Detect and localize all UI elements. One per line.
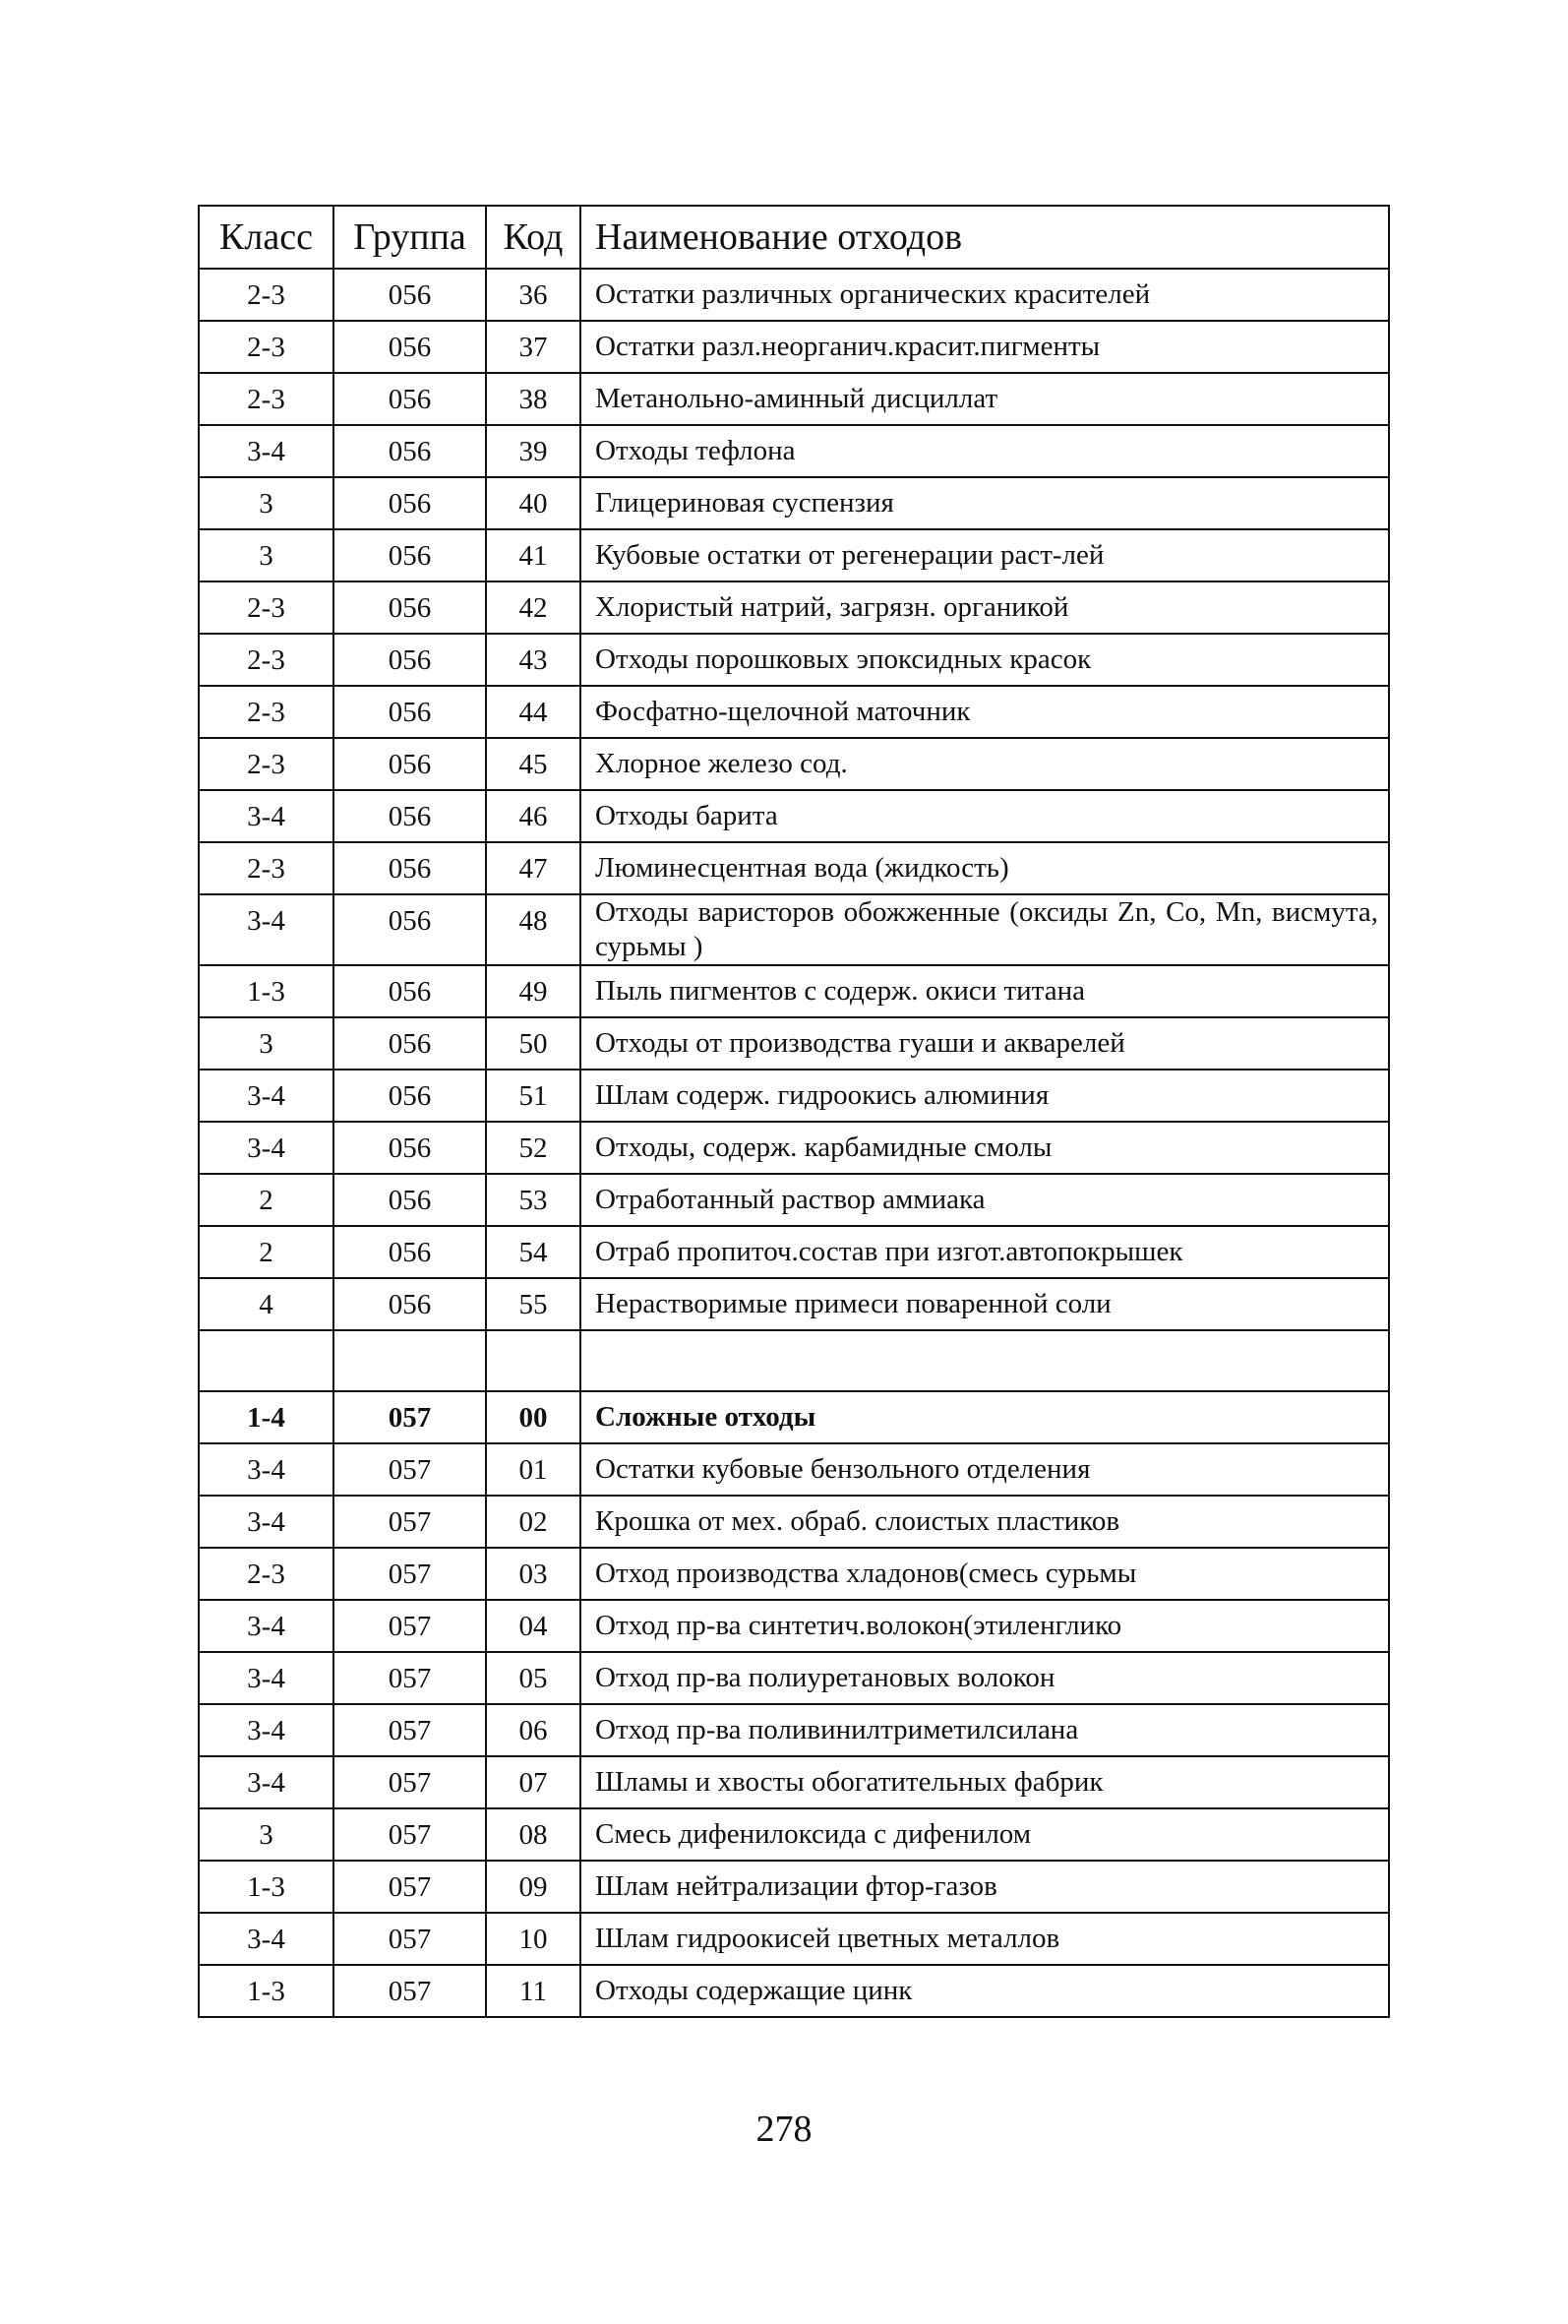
cell-code: 54 [486, 1226, 580, 1278]
header-row [199, 206, 1389, 269]
table-row [199, 790, 1389, 842]
table-row [199, 373, 1389, 425]
cell-code: 40 [486, 477, 580, 529]
cell-group: 056 [333, 1070, 486, 1122]
cell-class: 2 [199, 1174, 333, 1226]
cell-class: 1-3 [199, 1965, 333, 2017]
cell-group: 056 [333, 425, 486, 477]
cell-class: 3-4 [199, 1704, 333, 1756]
cell-name: Остатки различных органических красителей [580, 269, 1389, 321]
cell-code: 08 [486, 1808, 580, 1861]
cell-name: Люминесцентная вода (жидкость) [580, 842, 1389, 894]
cell-name: Отход пр-ва поливинилтриметилсилана [580, 1704, 1389, 1756]
empty-row [199, 1330, 1389, 1391]
cell-name: Пыль пигментов с содерж. окиси титана [580, 965, 1389, 1017]
cell-class: 3-4 [199, 1600, 333, 1652]
cell-group: 056 [333, 529, 486, 581]
cell-group: 057 [333, 1913, 486, 1965]
cell-group: 056 [333, 965, 486, 1017]
cell-name: Отходы, содерж. карбамидные смолы [580, 1122, 1389, 1174]
table-row [199, 1443, 1389, 1496]
cell-name: Отходы варисторов обожженные (оксиды Zn, Co, Mn, висмута, сурьмы ) [580, 894, 1389, 965]
cell-class: 3 [199, 1808, 333, 1861]
waste-table [198, 205, 1390, 2018]
cell-group: 056 [333, 790, 486, 842]
cell-class: 3 [199, 529, 333, 581]
cell-class: 3-4 [199, 1496, 333, 1548]
cell-class: 3-4 [199, 1652, 333, 1704]
cell-class: 3-4 [199, 1443, 333, 1496]
cell-group: 057 [333, 1704, 486, 1756]
cell-code: 55 [486, 1278, 580, 1330]
cell-group: 057 [333, 1443, 486, 1496]
cell-name: Отход пр-ва синтетич.волокон(этиленглико [580, 1600, 1389, 1652]
cell-name: Отраб пропиточ.состав при изгот.автопокрышек [580, 1226, 1389, 1278]
header-name: Наименование отходов [580, 206, 1389, 269]
cell-name: Остатки разл.неорганич.красит.пигменты [580, 321, 1389, 373]
cell-name: Кубовые остатки от регенерации раст-лей [580, 529, 1389, 581]
cell-name: Крошка от мех. обраб. слоистых пластиков [580, 1496, 1389, 1548]
cell-code: 47 [486, 842, 580, 894]
cell-group: 057 [333, 1496, 486, 1548]
cell-name: Хлористый натрий, загрязн. органикой [580, 581, 1389, 634]
table-row [199, 529, 1389, 581]
table-row [199, 1808, 1389, 1861]
cell-code: 02 [486, 1496, 580, 1548]
cell-name: Остатки кубовые бензольного отделения [580, 1443, 1389, 1496]
table-row [199, 1070, 1389, 1122]
cell-code: 41 [486, 529, 580, 581]
header-code: Код [486, 206, 580, 269]
cell-class: 1-3 [199, 1861, 333, 1913]
cell-group: 056 [333, 686, 486, 738]
cell-class: 2-3 [199, 373, 333, 425]
cell-group: 056 [333, 1226, 486, 1278]
cell-code: 46 [486, 790, 580, 842]
header-group: Группа [333, 206, 486, 269]
cell-name: Шлам гидроокисей цветных металлов [580, 1913, 1389, 1965]
cell-code: 04 [486, 1600, 580, 1652]
cell-code: 39 [486, 425, 580, 477]
cell-code: 11 [486, 1965, 580, 2017]
table-row [199, 1122, 1389, 1174]
cell-code: 37 [486, 321, 580, 373]
cell-class: 2-3 [199, 581, 333, 634]
page-number: 278 [755, 2109, 813, 2150]
cell-class: 2-3 [199, 738, 333, 790]
cell-class: 3-4 [199, 1756, 333, 1808]
cell-class: 3-4 [199, 1122, 333, 1174]
cell-code [486, 1330, 580, 1391]
cell-class: 3-4 [199, 1070, 333, 1122]
cell-name: Фосфатно-щелочной маточник [580, 686, 1389, 738]
cell-code: 36 [486, 269, 580, 321]
table-row [199, 269, 1389, 321]
cell-class: 1-3 [199, 965, 333, 1017]
cell-name [580, 1330, 1389, 1391]
header-class: Класс [199, 206, 333, 269]
cell-group: 056 [333, 1174, 486, 1226]
table-body [199, 269, 1389, 2017]
table-row [199, 1017, 1389, 1070]
cell-name: Отход производства хладонов(смесь сурьмы [580, 1548, 1389, 1600]
cell-group: 057 [333, 1861, 486, 1913]
cell-code: 44 [486, 686, 580, 738]
table-row [199, 1548, 1389, 1600]
cell-code: 38 [486, 373, 580, 425]
table-header [199, 206, 1389, 269]
cell-name: Отработанный раствор аммиака [580, 1174, 1389, 1226]
cell-class: 3 [199, 477, 333, 529]
cell-class: 3-4 [199, 790, 333, 842]
cell-class: 2-3 [199, 686, 333, 738]
cell-group: 056 [333, 634, 486, 686]
cell-class: 2-3 [199, 842, 333, 894]
cell-name: Шлам нейтрализации фтор-газов [580, 1861, 1389, 1913]
cell-group: 057 [333, 1965, 486, 2017]
cell-name: Отходы порошковых эпоксидных красок [580, 634, 1389, 686]
cell-name: Отход пр-ва полиуретановых волокон [580, 1652, 1389, 1704]
cell-code: 09 [486, 1861, 580, 1913]
table-row [199, 477, 1389, 529]
cell-class: 1-4 [199, 1391, 333, 1443]
table-row [199, 842, 1389, 894]
cell-group: 057 [333, 1391, 486, 1443]
cell-class: 4 [199, 1278, 333, 1330]
table-row [199, 1391, 1389, 1443]
table-row [199, 1861, 1389, 1913]
table-row [199, 581, 1389, 634]
cell-name: Метанольно-аминный дисциллат [580, 373, 1389, 425]
cell-code: 49 [486, 965, 580, 1017]
cell-group: 056 [333, 321, 486, 373]
table-row [199, 1652, 1389, 1704]
table-row [199, 321, 1389, 373]
cell-class: 2-3 [199, 269, 333, 321]
cell-code: 52 [486, 1122, 580, 1174]
table-row [199, 738, 1389, 790]
table-row [199, 686, 1389, 738]
table-row [199, 894, 1389, 965]
cell-code: 01 [486, 1443, 580, 1496]
cell-name: Шламы и хвосты обогатительных фабрик [580, 1756, 1389, 1808]
cell-class: 2-3 [199, 1548, 333, 1600]
table-row [199, 1756, 1389, 1808]
cell-group: 056 [333, 894, 486, 965]
cell-group: 056 [333, 269, 486, 321]
cell-name: Смесь дифенилоксида с дифенилом [580, 1808, 1389, 1861]
cell-code: 03 [486, 1548, 580, 1600]
cell-group: 057 [333, 1548, 486, 1600]
table-row [199, 1174, 1389, 1226]
cell-class: 3-4 [199, 894, 333, 965]
table-row [199, 1496, 1389, 1548]
cell-class: 3 [199, 1017, 333, 1070]
table-row [199, 1913, 1389, 1965]
cell-code: 48 [486, 894, 580, 965]
cell-group: 056 [333, 1122, 486, 1174]
table-row [199, 965, 1389, 1017]
cell-group: 057 [333, 1756, 486, 1808]
cell-code: 06 [486, 1704, 580, 1756]
cell-group: 056 [333, 1017, 486, 1070]
table-row [199, 634, 1389, 686]
cell-code: 10 [486, 1913, 580, 1965]
cell-group: 056 [333, 738, 486, 790]
cell-code: 00 [486, 1391, 580, 1443]
table-row [199, 425, 1389, 477]
cell-code: 07 [486, 1756, 580, 1808]
cell-code: 50 [486, 1017, 580, 1070]
cell-class: 2-3 [199, 321, 333, 373]
cell-class [199, 1330, 333, 1391]
cell-code: 45 [486, 738, 580, 790]
cell-code: 42 [486, 581, 580, 634]
cell-group: 056 [333, 1278, 486, 1330]
cell-code: 05 [486, 1652, 580, 1704]
cell-name: Глицериновая суспензия [580, 477, 1389, 529]
table-row [199, 1600, 1389, 1652]
cell-group [333, 1330, 486, 1391]
cell-group: 057 [333, 1652, 486, 1704]
cell-group: 056 [333, 842, 486, 894]
cell-name: Отходы барита [580, 790, 1389, 842]
cell-name: Отходы тефлона [580, 425, 1389, 477]
table-row [199, 1226, 1389, 1278]
cell-group: 056 [333, 373, 486, 425]
cell-class: 2 [199, 1226, 333, 1278]
cell-group: 056 [333, 477, 486, 529]
cell-name: Нерастворимые примеси поваренной соли [580, 1278, 1389, 1330]
cell-group: 056 [333, 581, 486, 634]
cell-name: Отходы содержащие цинк [580, 1965, 1389, 2017]
cell-name: Отходы от производства гуаши и акварелей [580, 1017, 1389, 1070]
cell-code: 51 [486, 1070, 580, 1122]
cell-group: 057 [333, 1600, 486, 1652]
cell-class: 3-4 [199, 425, 333, 477]
table-row [199, 1965, 1389, 2017]
cell-group: 057 [333, 1808, 486, 1861]
table-row [199, 1278, 1389, 1330]
cell-name: Шлам содерж. гидроокись алюминия [580, 1070, 1389, 1122]
cell-class: 3-4 [199, 1913, 333, 1965]
cell-code: 43 [486, 634, 580, 686]
cell-code: 53 [486, 1174, 580, 1226]
cell-name: Сложные отходы [580, 1391, 1389, 1443]
table-row [199, 1704, 1389, 1756]
cell-class: 2-3 [199, 634, 333, 686]
cell-name: Хлорное железо сод. [580, 738, 1389, 790]
